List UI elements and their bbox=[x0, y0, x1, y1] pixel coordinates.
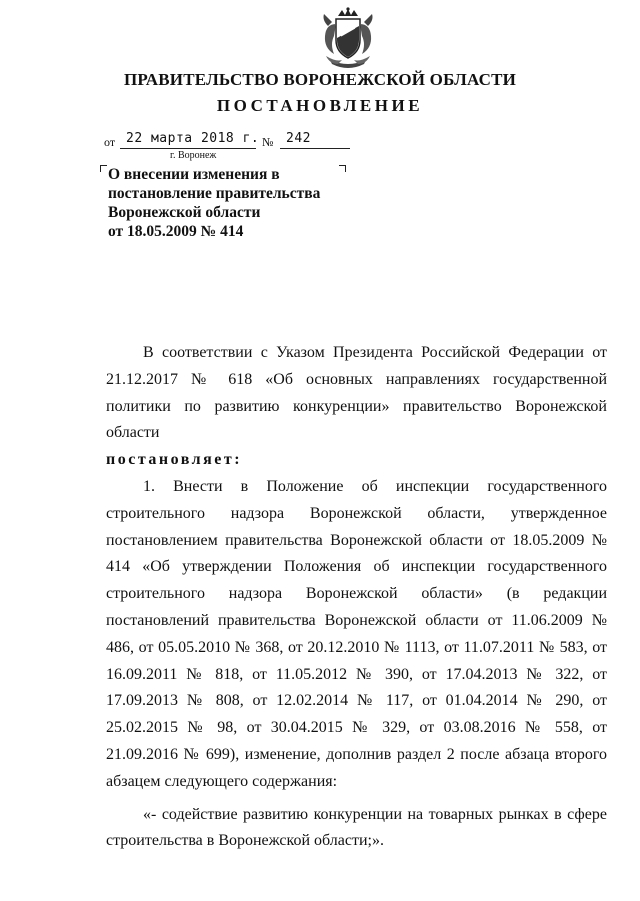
number-label: № bbox=[262, 135, 274, 149]
subject-line: Воронежской области bbox=[108, 204, 261, 221]
subject-corner-left bbox=[100, 165, 107, 172]
resolve-keyword: постановляет: bbox=[106, 451, 243, 469]
subject-line: постановление правительства bbox=[108, 185, 321, 202]
document-body bbox=[106, 340, 607, 855]
subject-line: от 18.05.2009 № 414 bbox=[108, 223, 244, 240]
city-label: г. Воронеж bbox=[170, 150, 217, 161]
document-subject bbox=[108, 165, 348, 241]
document-date: 22 марта 2018 г. bbox=[126, 131, 260, 146]
date-number-line bbox=[104, 131, 364, 153]
date-underline bbox=[120, 148, 256, 149]
number-underline bbox=[280, 148, 350, 149]
document-type-title: ПОСТАНОВЛЕНИЕ bbox=[216, 96, 424, 115]
coat-of-arms-icon bbox=[316, 6, 380, 72]
organization-title: ПРАВИТЕЛЬСТВО ВОРОНЕЖСКОЙ ОБЛАСТИ bbox=[123, 70, 517, 89]
date-prefix: от bbox=[104, 135, 116, 149]
preamble-paragraph: В соответствии с Указом Президента Российской Федерации от 21.12.2017 № 618 «Об основных направлениях государственной политики по развитию конкуренции» правительство Воронежской области bbox=[106, 344, 607, 442]
document-number: 242 bbox=[286, 131, 311, 146]
quoted-addition-paragraph: «- содействие развитию конкуренции на товарных рынках в сфере строительства в Воронежской области;». bbox=[106, 805, 607, 850]
subject-line: О внесении изменения в bbox=[108, 166, 280, 183]
item-1-paragraph: 1. Внести в Положение об инспекции государственного строительного надзора Воронежской области, утвержденное постановлением правительства Воронежской области от 18.05.2009 № 414 «Об утверждении Положения об инспекции государственного строительного надзора Воронежской области» (в редакции постановлений правительства Воронежской области от 11.06.2009 № 486, от 05.05.2010 № 368, от 20.12.2010 № 1113, от 11.07.2011 № 583, от 16.09.2011 № 818, от 11.05.2012 № 390, от 17.04.2013 № 322, от 17.09.2013 № 808, от 12.02.2014 № 117, от 01.04.2014 № 290, от 25.02.2015 № 98, от 30.04.2015 № 329, от 03.08.2016 № 558, от 21.09.2016 № 699), изменение, дополнив раздел 2 после абзаца второго абзацем следующего содержания: bbox=[106, 477, 607, 790]
